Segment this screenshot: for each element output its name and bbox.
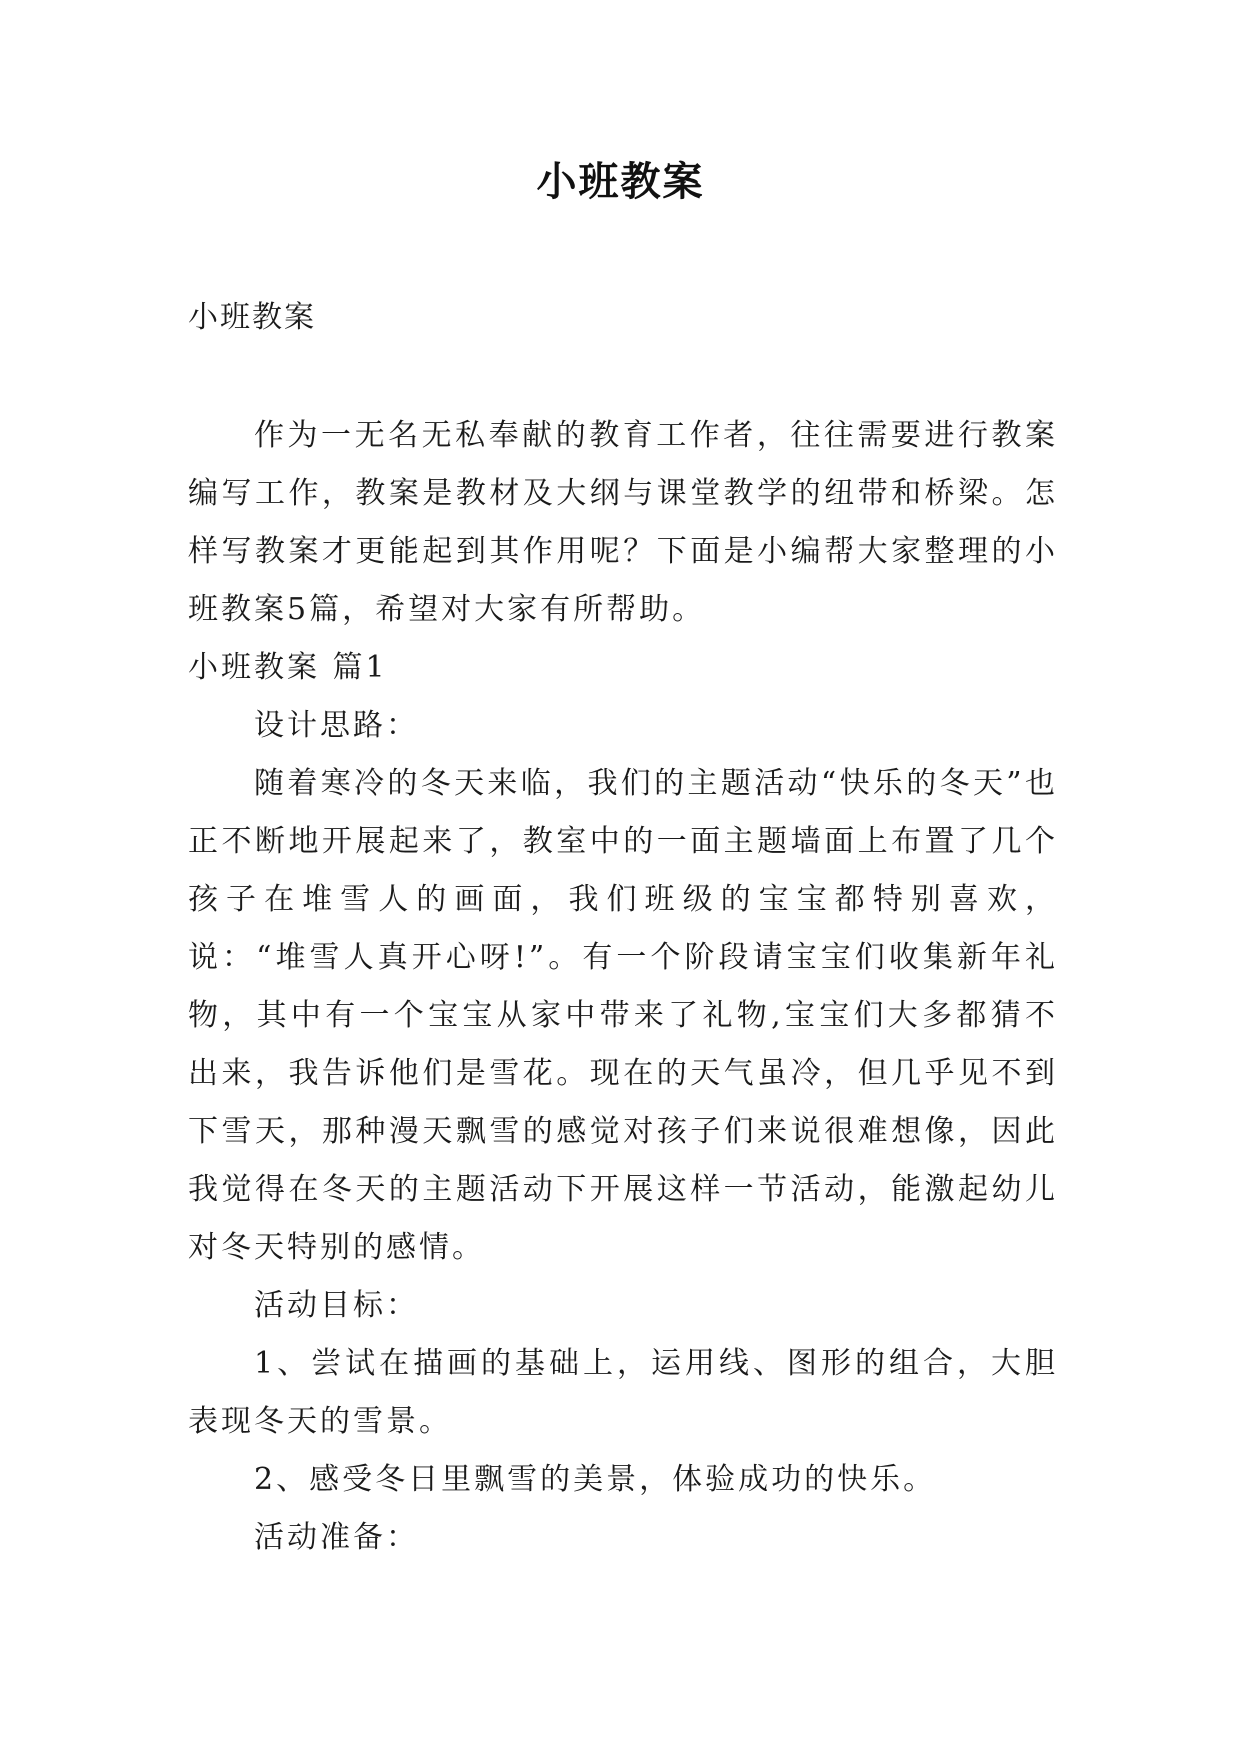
- goal-item-1: 1、尝试在描画的基础上，运用线、图形的组合，大胆表现冬天的雪景。: [188, 1346, 1058, 1439]
- intro-paragraph: 作为一无名无私奉献的教育工作者，往往需要进行教案编写工作，教案是教材及大纲与课堂教学的纽带和桥梁。怎样写教案才更能起到其作用呢？下面是小编帮大家整理的小班教案5篇，希望对大家有所帮助。: [188, 418, 1058, 627]
- design-label: 设计思路：: [254, 708, 419, 743]
- prep-label: 活动准备：: [254, 1520, 419, 1555]
- document-body: [188, 407, 1058, 1567]
- document-subtitle: 小班教案: [188, 300, 316, 335]
- design-paragraph: 随着寒冷的冬天来临，我们的主题活动“快乐的冬天”也正不断地开展起来了，教室中的一面主题墙面上布置了几个孩子在堆雪人的画面，我们班级的宝宝都特别喜欢，说：“堆雪人真开心呀!”。有一个阶段请宝宝们收集新年礼物，其中有一个宝宝从家中带来了礼物,宝宝们大多都猜不出来，我告诉他们是雪花。现在的天气虽冷，但几乎见不到下雪天，那种漫天飘雪的感觉对孩子们来说很难想像，因此我觉得在冬天的主题活动下开展这样一节活动，能激起幼儿对冬天特别的感情。: [188, 766, 1058, 1265]
- goals-label: 活动目标：: [254, 1288, 419, 1323]
- section-heading: 小班教案 篇1: [188, 650, 388, 685]
- page-title: 小班教案: [536, 158, 705, 205]
- goal-item-2: 2、感受冬日里飘雪的美景，体验成功的快乐。: [254, 1462, 937, 1497]
